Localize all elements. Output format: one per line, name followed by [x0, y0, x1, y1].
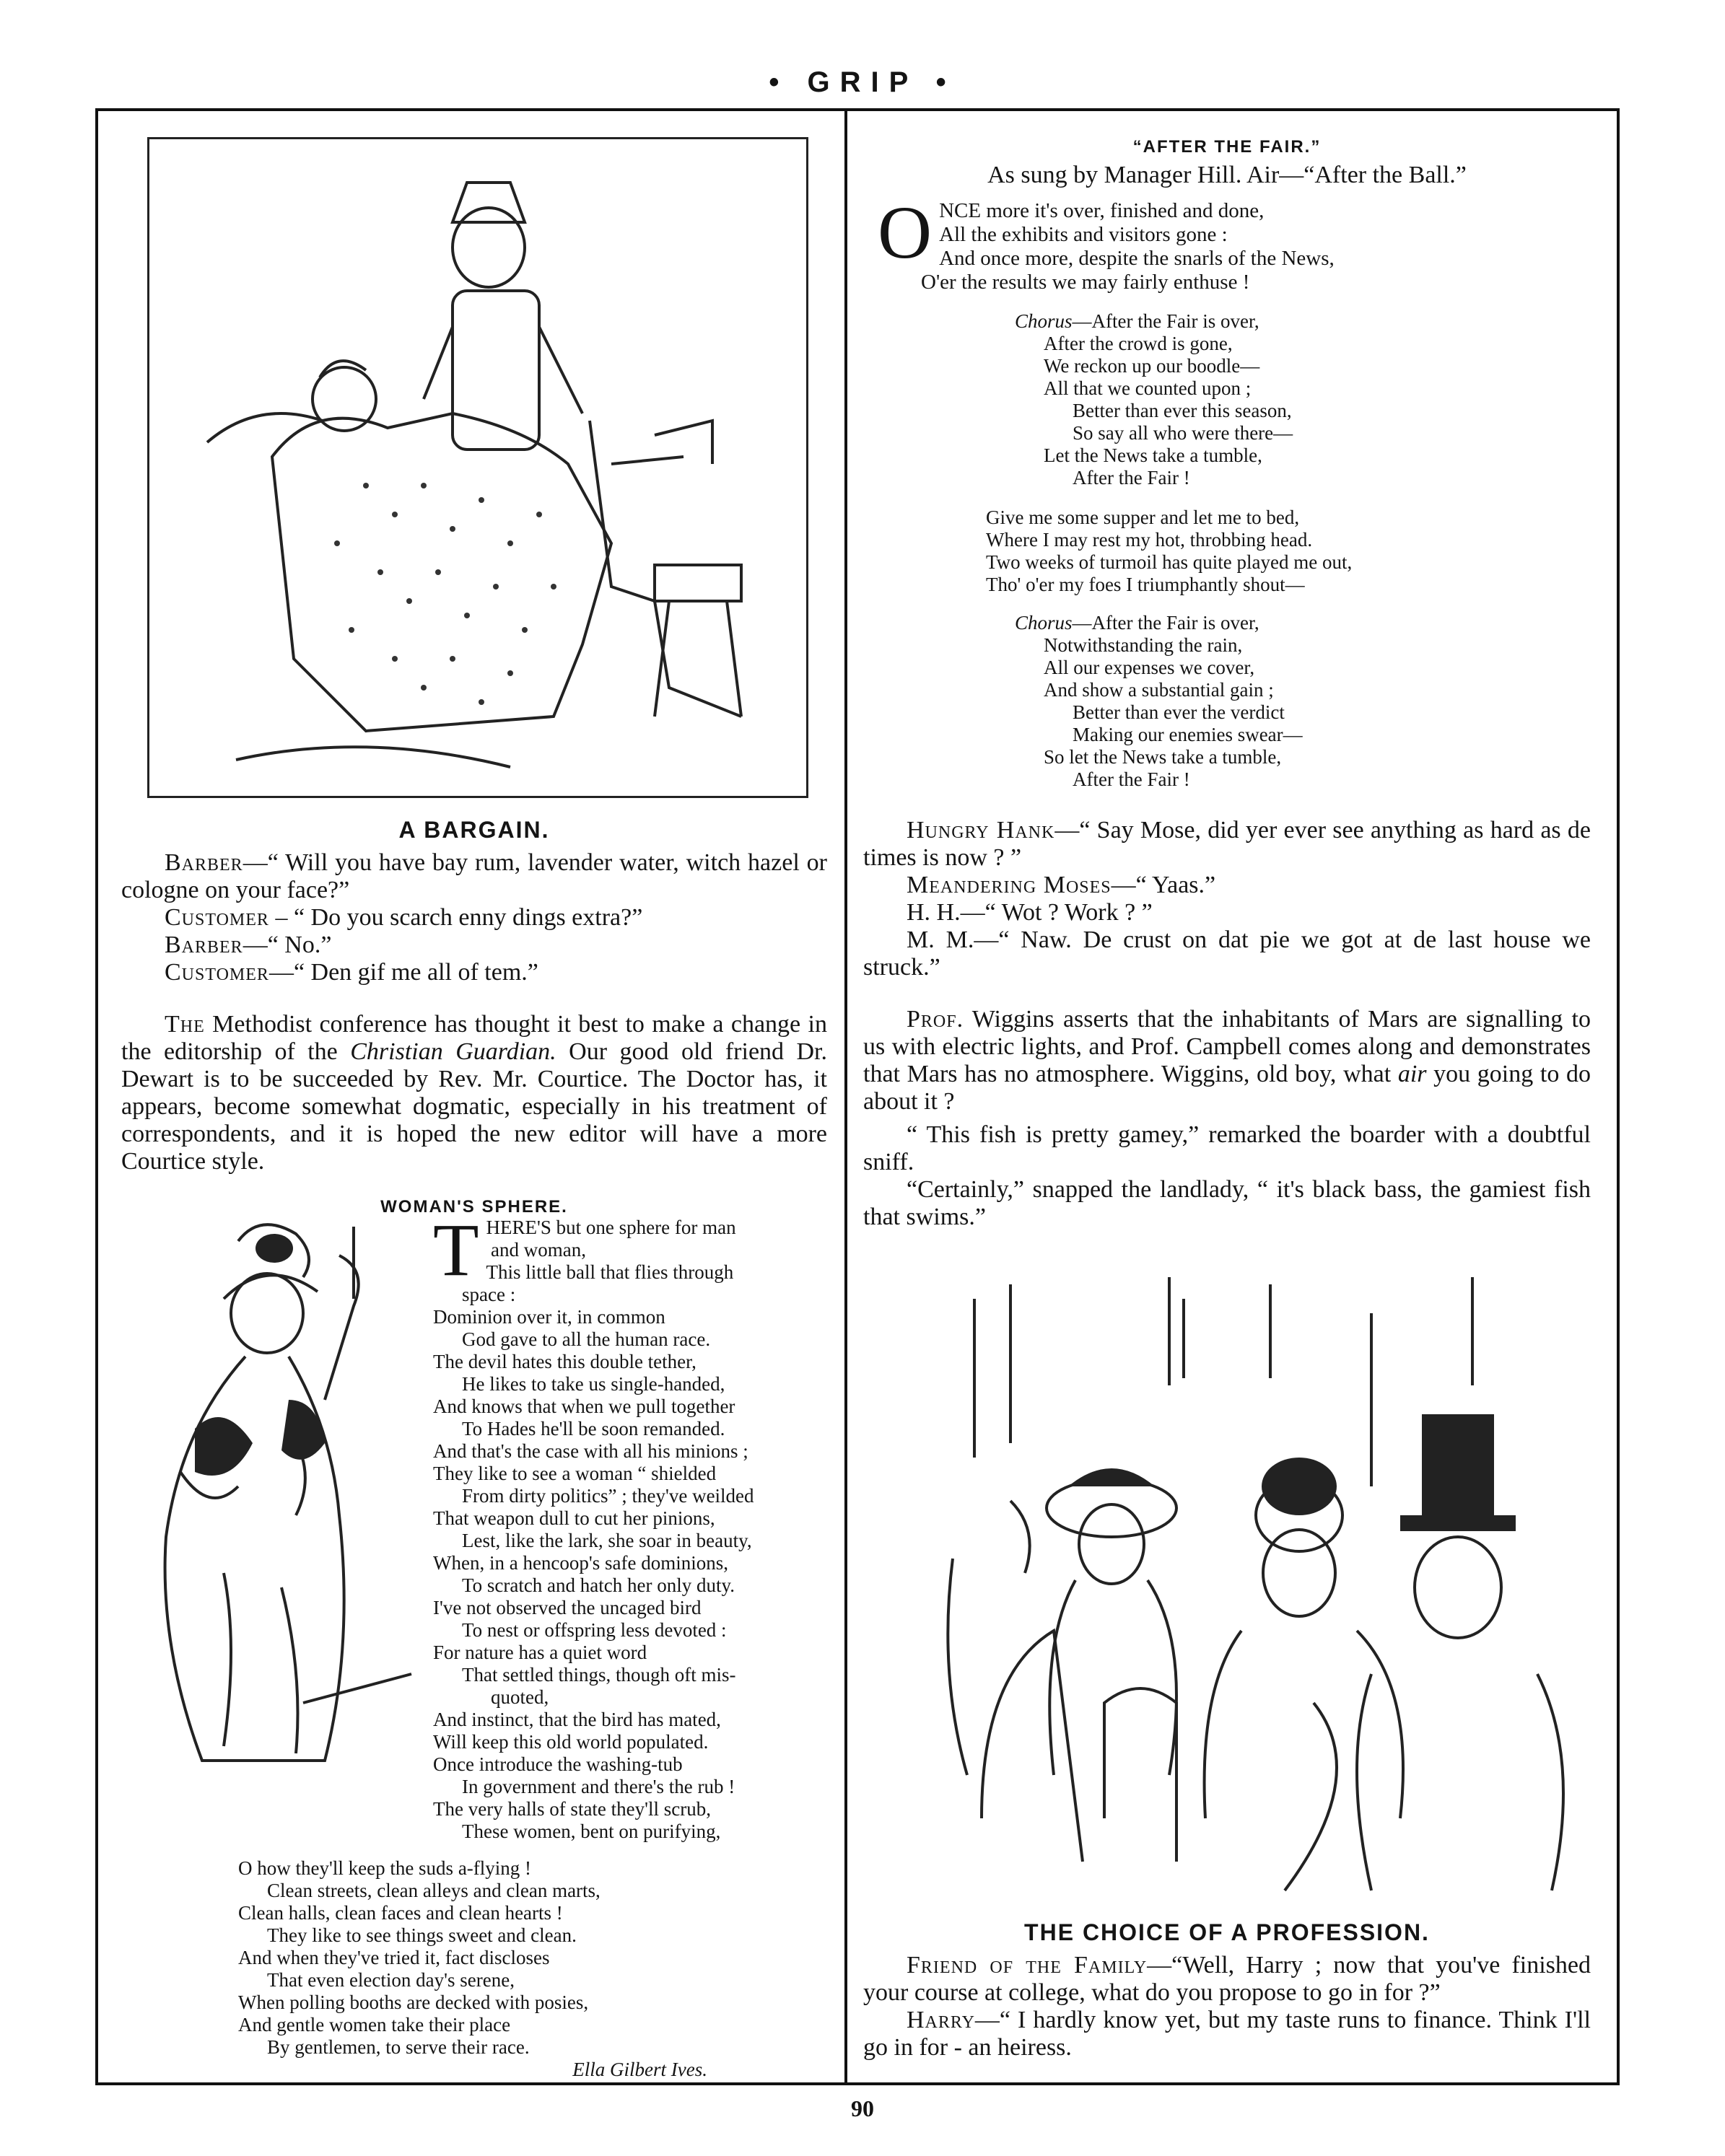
- poem-line: They like to see things sweet and clean.: [267, 1924, 577, 1946]
- poem-line: Lest, like the lark, she soar in beauty,: [462, 1530, 752, 1551]
- poem-line: He likes to take us single-handed,: [462, 1373, 725, 1395]
- womans-sphere-heading: WOMAN'S SPHERE.: [380, 1197, 568, 1217]
- dialogue-line: Customer—“ Den gif me all of tem.”: [165, 959, 538, 986]
- poem-line: When polling booths are decked with posies,: [238, 1991, 589, 2013]
- dialogue-line: M. M.—“ Naw. De crust on dat pie we got at de last house we struck.”: [863, 926, 1591, 981]
- poem-line: And knows that when we pull together: [433, 1395, 735, 1417]
- poem-line: When, in a hencoop's safe dominions,: [433, 1552, 729, 1574]
- poem-line: Notwithstanding the rain,: [1044, 634, 1243, 656]
- methodist-paragraph: The Methodist conference has thought it best to make a change in the editorship of the Christian Guardian. Our good old friend Dr. Dewart is to be succeeded by Rev. Mr. Courtice. The Doctor has, it appears, become somewhat dogmatic, especially in his treatment of correspondents, and it is hoped the new editor will have a more Courtice style.: [121, 1011, 827, 1175]
- poem-line: The very halls of state they'll scrub,: [433, 1798, 712, 1820]
- poem-line: To nest or offspring less devoted :: [462, 1619, 727, 1641]
- drop-cap: T: [433, 1209, 479, 1292]
- poem-line: I've not observed the uncaged bird: [433, 1597, 702, 1618]
- poem-line: From dirty politics” ; they've weilded: [462, 1485, 754, 1507]
- poem-line: They like to see a woman “ shielded: [433, 1463, 717, 1484]
- poem-line: After the crowd is gone,: [1044, 333, 1233, 354]
- poem-line: And gentle women take their place: [238, 2014, 511, 2036]
- poem-line: All that we counted upon ;: [1044, 377, 1252, 399]
- poem-line: And when they've tried it, fact discloses: [238, 1947, 550, 1968]
- dialogue-line: Friend of the Family—“Well, Harry ; now that you've finished your course at college, what do you propose to go in for ?”: [863, 1952, 1591, 2006]
- poem-line: Better than ever this season,: [1073, 400, 1292, 421]
- poem-line: Clean streets, clean alleys and clean marts,: [267, 1880, 601, 1901]
- masthead: • GRIP •: [769, 66, 956, 98]
- right-column: [863, 137, 1591, 1231]
- profession-dialogue: [863, 1952, 1591, 2061]
- poem-line: By gentlemen, to serve their race.: [267, 2036, 530, 2058]
- wiggins-paragraph: Prof. Wiggins asserts that the inhabitants of Mars are signalling to us with electric lights, and Prof. Campbell comes along and demonstrates that Mars has no atmosphere. Wiggins, old boy, what air you going to do about it ?: [863, 1006, 1591, 1115]
- poem-line: Tho' o'er my foes I triumphantly shout—: [986, 574, 1305, 595]
- poem-line: In government and there's the rub !: [462, 1776, 735, 1797]
- poem-line: Chorus—After the Fair is over,: [1015, 310, 1259, 332]
- dialogue-line: Customer – “ Do you scarch enny dings extra?”: [165, 904, 643, 931]
- poem-line: We reckon up our boodle—: [1044, 355, 1260, 377]
- dialogue-line: Barber—“ Will you have bay rum, lavender water, witch hazel or cologne on your face?”: [121, 849, 827, 903]
- poem-line: Chorus—After the Fair is over,: [1015, 612, 1259, 634]
- poem-line: All our expenses we cover,: [1044, 657, 1255, 678]
- profession-caption: THE CHOICE OF A PROFESSION.: [1024, 1919, 1430, 1945]
- poem-line: All the exhibits and visitors gone :: [939, 223, 1228, 246]
- drop-cap: O: [878, 191, 933, 274]
- right-column-bottom: [863, 1919, 1591, 2061]
- after-fair-subtitle: As sung by Manager Hill. Air—“After the Ball.”: [987, 162, 1467, 188]
- dialogue-line: Hungry Hank—“ Say Mose, did yer ever see anything as hard as de times is now ? ”: [863, 817, 1591, 871]
- poem-line: O'er the results we may fairly enthuse !: [921, 271, 1250, 294]
- poem-line: To Hades he'll be soon remanded.: [462, 1418, 725, 1439]
- bargain-dialogue: [121, 849, 827, 986]
- poem-line: Dominion over it, in common: [433, 1306, 665, 1328]
- poem-line: The devil hates this double tether,: [433, 1351, 696, 1372]
- poem-line: That settled things, though oft mis-: [462, 1664, 736, 1686]
- woman-illustration: [137, 1212, 426, 1789]
- poem-line: This little ball that flies through: [486, 1261, 734, 1283]
- after-fair-chorus: [863, 612, 1591, 791]
- poem-line: So say all who were there—: [1073, 422, 1293, 444]
- poem-line: After the Fair !: [1073, 768, 1190, 790]
- poem-line: To scratch and hatch her only duty.: [462, 1574, 735, 1596]
- poem-line: Give me some supper and let me to bed,: [986, 507, 1300, 528]
- poem-line: Once introduce the washing-tub: [433, 1753, 683, 1775]
- fish-paragraph: “ This fish is pretty gamey,” remarked the boarder with a doubtful sniff. “Certainly,” snapped the landlady, “ it's black bass, the gamiest fish that swims.”: [863, 1121, 1591, 1230]
- poem-author: Ella Gilbert Ives.: [572, 2059, 707, 2080]
- dialogue-line: H. H.—“ Wot ? Work ? ”: [907, 899, 1153, 926]
- poem-line: Making our enemies swear—: [1073, 724, 1303, 745]
- womans-sphere-poem-wide: [238, 1857, 830, 2081]
- hungry-hank-dialogue: [863, 817, 1591, 981]
- poem-line: Where I may rest my hot, throbbing head.: [986, 529, 1313, 551]
- poem-line: Will keep this old world populated.: [433, 1731, 709, 1753]
- womans-sphere-poem: [433, 1209, 834, 1843]
- poem-line: NCE more it's over, finished and done,: [939, 199, 1265, 222]
- poem-line: And once more, despite the snarls of the News,: [939, 247, 1335, 270]
- after-fair-stanza: [863, 191, 1591, 294]
- poem-line: O how they'll keep the suds a-flying !: [238, 1857, 532, 1879]
- poem-line: And that's the case with all his minions ;: [433, 1440, 748, 1462]
- poem-line: These women, bent on purifying,: [462, 1820, 721, 1842]
- poem-stanza: [238, 1857, 830, 2059]
- after-fair-chorus: [863, 310, 1591, 489]
- poem-line: God gave to all the human race.: [462, 1328, 711, 1350]
- poem-line: For nature has a quiet word: [433, 1642, 647, 1663]
- dialogue-line: Meandering Moses—“ Yaas.”: [907, 872, 1216, 898]
- after-fair-title: “AFTER THE FAIR.”: [1132, 137, 1322, 157]
- poem-line: That even election day's serene,: [267, 1969, 515, 1991]
- left-column: [121, 817, 827, 1217]
- poem-line: And show a substantial gain ;: [1044, 679, 1274, 701]
- poem-line: Let the News take a tumble,: [1044, 444, 1262, 466]
- bargain-caption: A BARGAIN.: [398, 817, 550, 843]
- poem-line: After the Fair !: [1073, 467, 1190, 488]
- poem-line: Two weeks of turmoil has quite played me out,: [986, 551, 1353, 573]
- poem-stanza: [433, 1261, 834, 1843]
- poem-opening: T HERE'S but one sphere for man and woman,: [433, 1209, 736, 1292]
- dialogue-line: Harry—“ I hardly know yet, but my taste runs to finance. Think I'll go in for - an heiress.: [863, 2007, 1591, 2061]
- poem-line: quoted,: [491, 1686, 549, 1708]
- profession-illustration: [866, 1270, 1588, 1905]
- poem-line: space :: [462, 1284, 516, 1305]
- poem-line: So let the News take a tumble,: [1044, 746, 1282, 768]
- after-fair-stanza: [863, 507, 1591, 596]
- dialogue-line: Barber—“ No.”: [165, 932, 332, 958]
- barber-illustration: [147, 137, 808, 798]
- page-number: 90: [851, 2095, 874, 2121]
- poem-line: Clean halls, clean faces and clean hearts !: [238, 1902, 563, 1924]
- poem-line: That weapon dull to cut her pinions,: [433, 1507, 715, 1529]
- poem-line: Better than ever the verdict: [1073, 701, 1285, 723]
- poem-line: And instinct, that the bird has mated,: [433, 1709, 721, 1730]
- column-divider: [844, 108, 847, 2085]
